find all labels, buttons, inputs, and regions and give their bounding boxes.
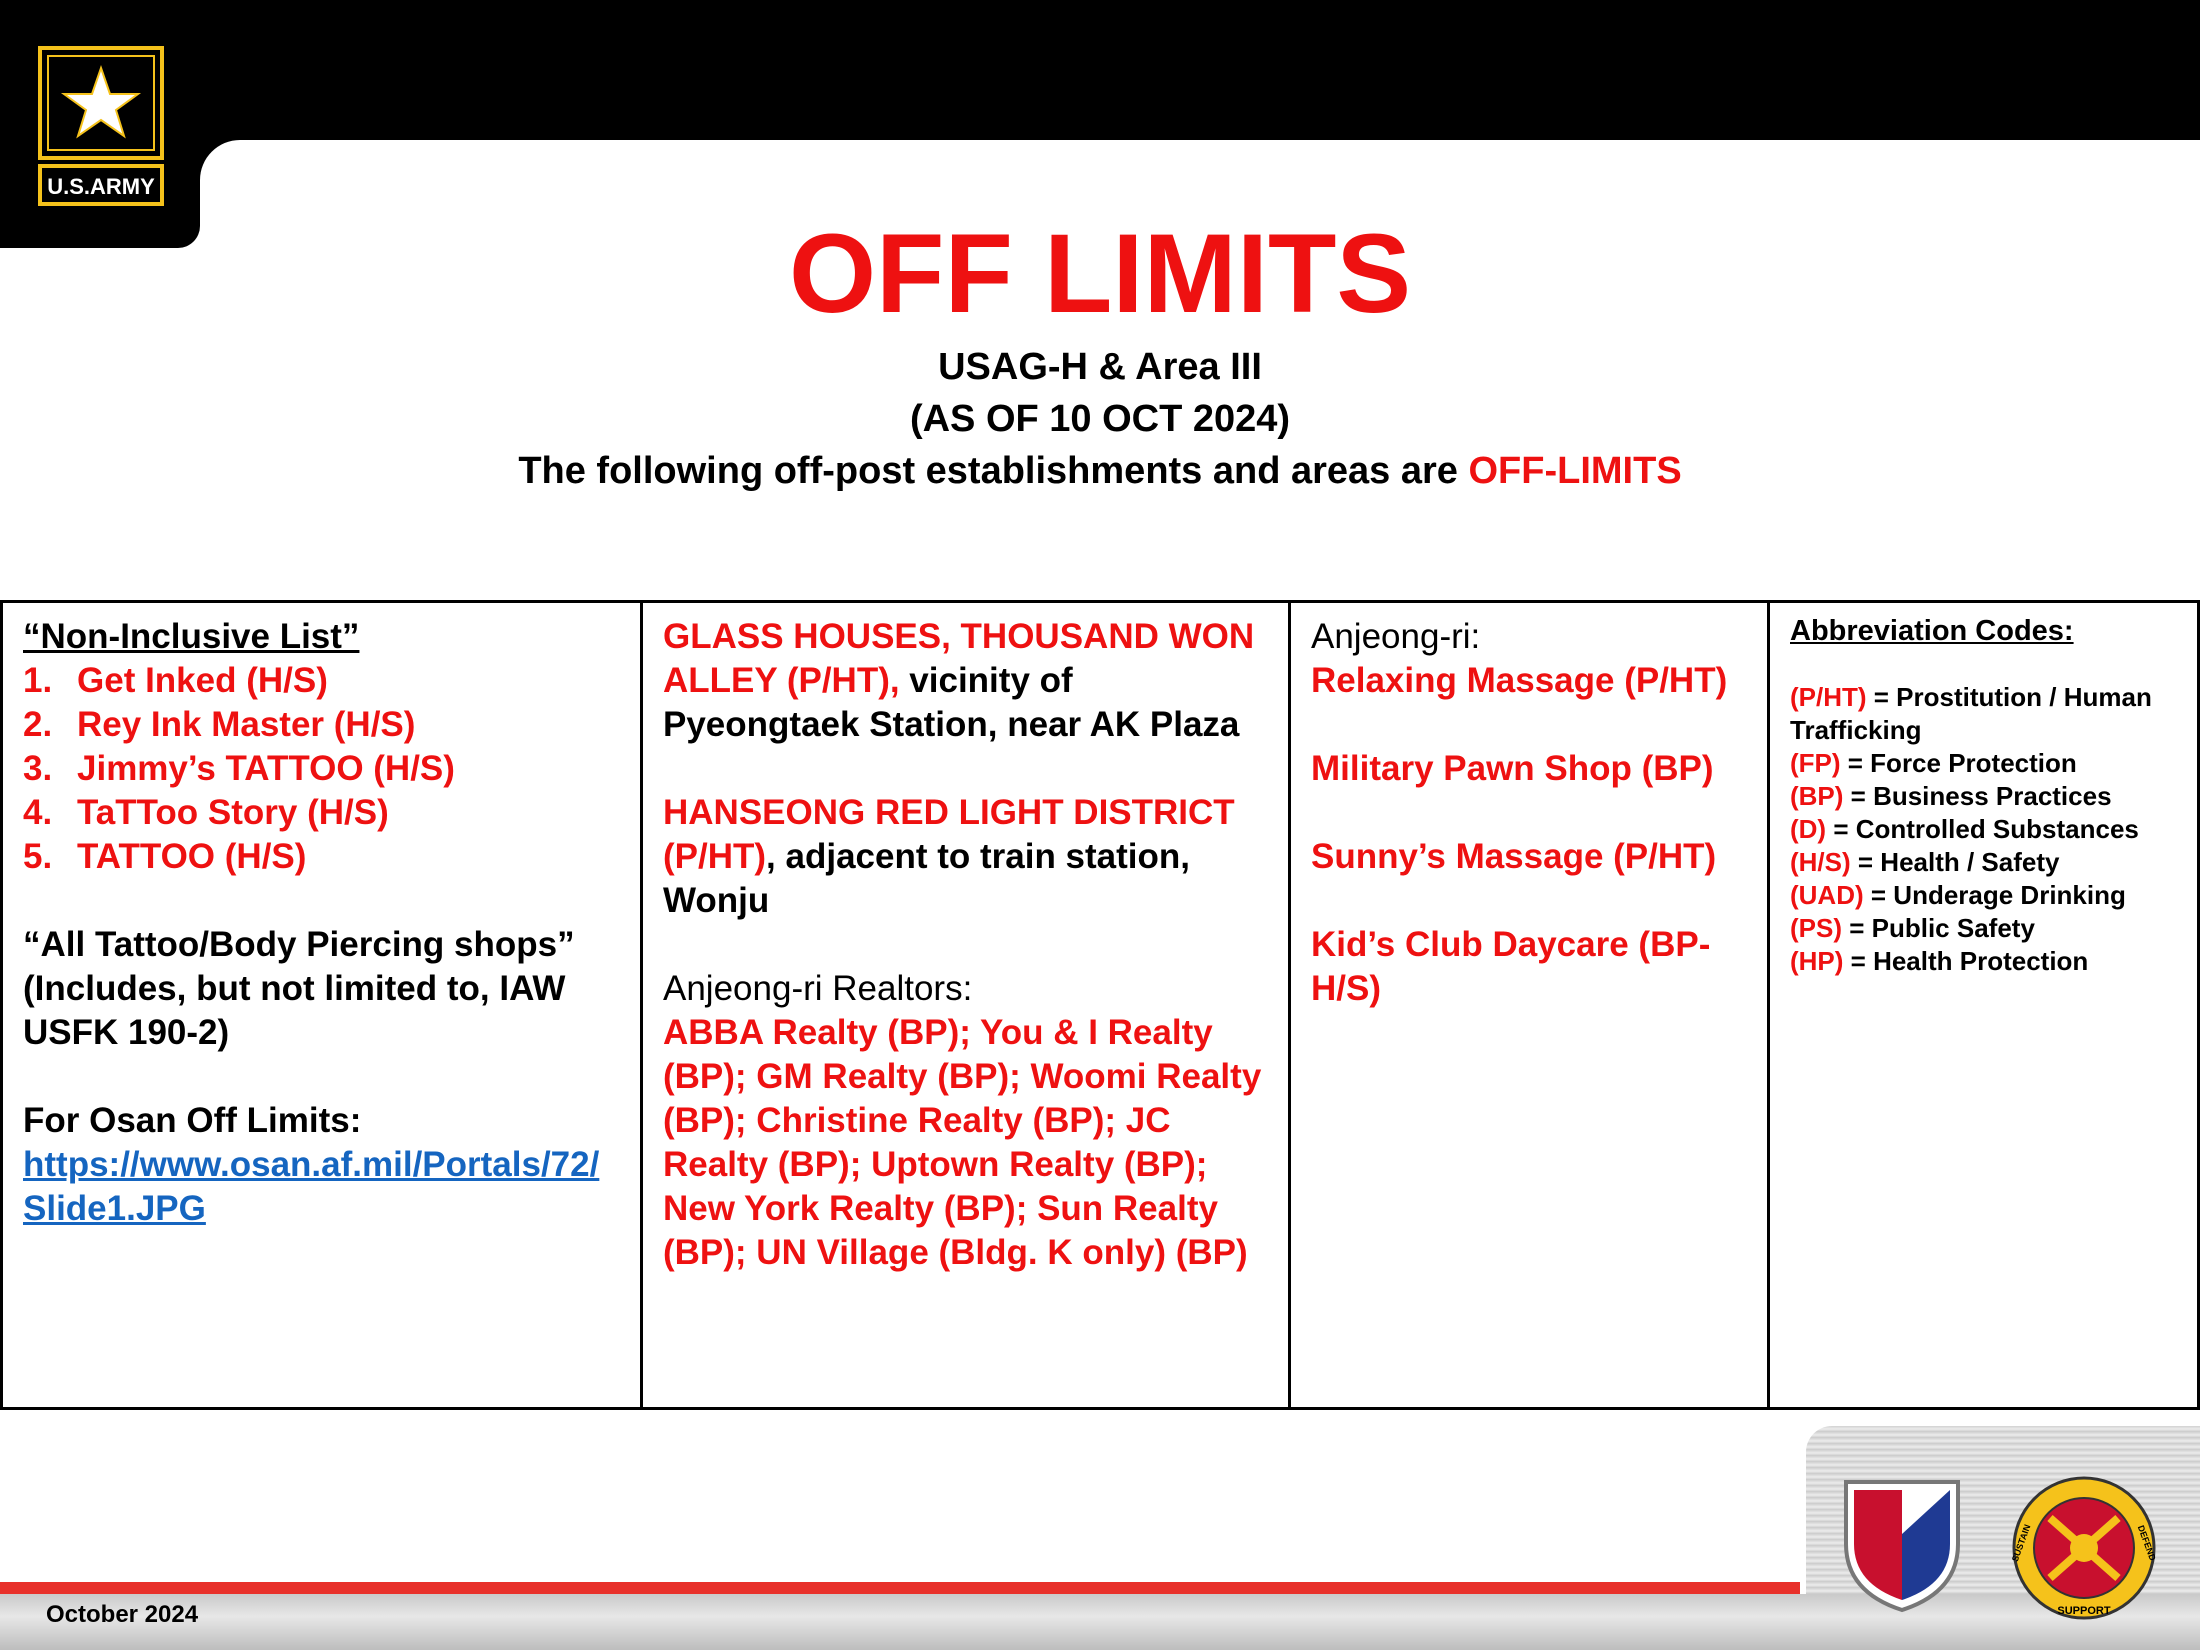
- subtitle-off-limits-highlight: OFF-LIMITS: [1468, 450, 1682, 492]
- code-abbr: (BP): [1790, 781, 1844, 811]
- list-item: Kid’s Club Daycare (BP-H/S): [1311, 925, 1711, 1008]
- us-army-logo: [38, 46, 164, 212]
- code-row: [1790, 945, 2177, 978]
- code-meaning: = Public Safety: [1842, 913, 2035, 943]
- list-number: 4.: [23, 793, 53, 832]
- realtors-heading: Anjeong-ri Realtors:: [663, 969, 973, 1008]
- osan-label: For Osan Off Limits:: [23, 1101, 362, 1140]
- code-row: [1790, 681, 2177, 747]
- list-text: Get Inked (H/S): [77, 661, 328, 700]
- list-text: TATTOO (H/S): [77, 837, 307, 876]
- seal-text-left: SUSTAIN: [2010, 1523, 2033, 1563]
- list-item: [23, 703, 620, 747]
- list-text: Jimmy’s TATTOO (H/S): [77, 749, 455, 788]
- code-abbr: (FP): [1790, 748, 1841, 778]
- subtitle-date: (AS OF 10 OCT 2024): [909, 398, 1291, 440]
- code-row: [1790, 747, 2177, 780]
- logo-text: U.S.ARMY: [47, 174, 155, 199]
- glass-houses-location: vicinity of Pyeongtaek Station, near AK Plaza: [663, 661, 1240, 744]
- hanseong-name: HANSEONG RED LIGHT DISTRICT (P/HT): [663, 793, 1235, 876]
- list-number: 2.: [23, 705, 53, 744]
- amc-shield-emblem: [1840, 1474, 1964, 1614]
- column-districts-realtors: [640, 603, 1288, 1407]
- subtitle-statement: [0, 446, 2200, 496]
- subtitle-statement-text: The following off-post establishments and areas are: [518, 450, 1469, 492]
- page-title: OFF LIMITS: [788, 211, 1412, 336]
- hanseong-entry: [663, 791, 1268, 923]
- anjeong-ri-heading: Anjeong-ri:: [1311, 617, 1481, 656]
- code-abbr: (D): [1790, 814, 1827, 844]
- abbreviation-heading: Abbreviation Codes:: [1790, 615, 2074, 647]
- list-text: Rey Ink Master (H/S): [77, 705, 416, 744]
- list-item: Military Pawn Shop (BP): [1311, 749, 1714, 788]
- list-number: 3.: [23, 749, 53, 788]
- code-meaning: = Controlled Substances: [1826, 814, 2139, 844]
- list-item: [23, 747, 620, 791]
- top-bar-curve: [200, 140, 240, 180]
- footer-date: October 2024: [46, 1601, 199, 1628]
- tattoo-shop-list: [23, 659, 620, 879]
- footer-red-stripe: [0, 1582, 1800, 1594]
- code-meaning: = Prostitution / Human Trafficking: [1790, 682, 2152, 745]
- code-meaning: = Underage Drinking: [1863, 880, 2126, 910]
- code-row: [1790, 912, 2177, 945]
- column-anjeong-ri: [1288, 603, 1767, 1407]
- seal-text-bottom: SUPPORT: [2057, 1605, 2111, 1617]
- column-tattoo-shops: [3, 603, 640, 1407]
- code-abbr: (UAD): [1790, 880, 1864, 910]
- seal-text-right: DEFEND: [2135, 1523, 2158, 1563]
- list-item: Sunny’s Massage (P/HT): [1311, 837, 1717, 876]
- off-limits-table: [0, 600, 2200, 1410]
- list-item: Relaxing Massage (P/HT): [1311, 661, 1728, 700]
- list-item: [23, 835, 620, 879]
- code-meaning: = Force Protection: [1840, 748, 2077, 778]
- code-row: [1790, 846, 2177, 879]
- code-row: [1790, 813, 2177, 846]
- realtors-list: ABBA Realty (BP); You & I Realty (BP); GM Realty (BP); Woomi Realty (BP); Christine Realty (BP); JC Realty (BP); Uptown Realty (BP); New York Realty (BP); Sun Realty (BP); UN Village (Bldg. K only) (BP): [663, 1013, 1262, 1272]
- osan-off-limits-link[interactable]: https://www.osan.af.mil/Portals/72/Slide1.JPG: [23, 1145, 600, 1228]
- imcom-seal-emblem: [2010, 1474, 2158, 1622]
- tattoo-piercing-note: “All Tattoo/Body Piercing shops” (Includes, but not limited to, IAW USFK 190-2): [23, 925, 575, 1052]
- top-black-bar: [0, 0, 2200, 140]
- list-item: [23, 791, 620, 835]
- list-text: TaTToo Story (H/S): [77, 793, 389, 832]
- code-row: [1790, 879, 2177, 912]
- code-meaning: = Health Protection: [1843, 946, 2089, 976]
- code-abbr: (H/S): [1790, 847, 1851, 877]
- subtitle-garrison: USAG-H & Area III: [938, 346, 1262, 388]
- code-abbr: (HP): [1790, 946, 1844, 976]
- hanseong-location: , adjacent to train station, Wonju: [663, 837, 1190, 920]
- non-inclusive-heading: “Non-Inclusive List”: [23, 617, 360, 656]
- code-meaning: = Health / Safety: [1850, 847, 2060, 877]
- column-abbreviation-codes: [1767, 603, 2197, 1407]
- list-item: [23, 659, 620, 703]
- list-number: 5.: [23, 837, 53, 876]
- glass-houses-name: GLASS HOUSES, THOUSAND WON ALLEY (P/HT),: [663, 617, 1255, 700]
- code-abbr: (P/HT): [1790, 682, 1867, 712]
- code-meaning: = Business Practices: [1843, 781, 2112, 811]
- glass-houses-entry: [663, 615, 1268, 747]
- list-number: 1.: [23, 661, 53, 700]
- code-row: [1790, 780, 2177, 813]
- code-abbr: (PS): [1790, 913, 1842, 943]
